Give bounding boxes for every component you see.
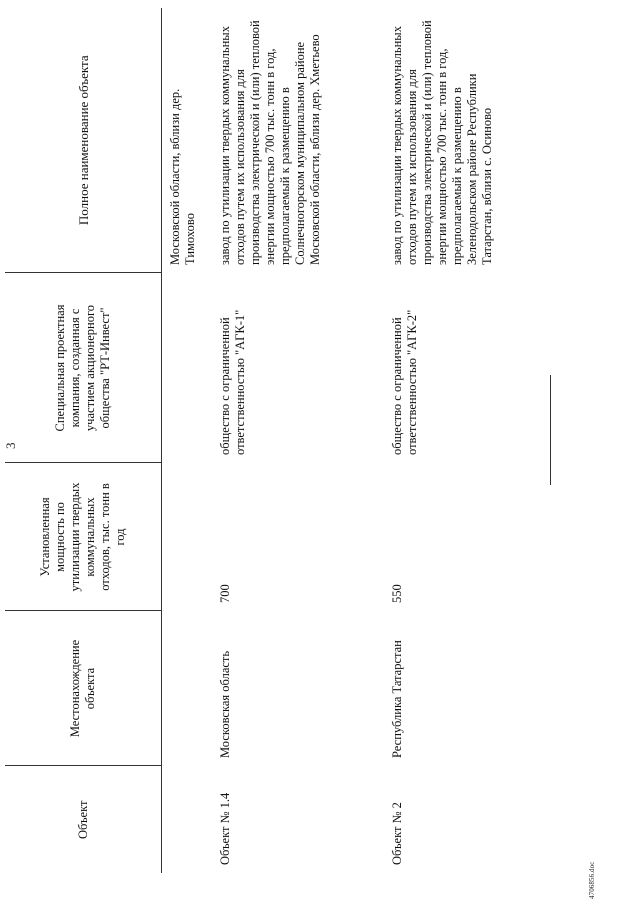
header-company: Специальная проектная компания, созданная с участием акционерного общества "РТ-Инвест" xyxy=(5,273,162,463)
cell-full-name-continuation xyxy=(162,8,213,273)
objects-table xyxy=(5,8,544,873)
cell-location: Республика Татарстан xyxy=(390,640,404,758)
header-full-name: Полное наименование объекта xyxy=(5,8,162,273)
end-divider-line xyxy=(550,375,551,485)
table-header-row xyxy=(5,8,162,873)
table-row xyxy=(384,8,544,873)
cell-full-name: завод по утилизации твердых коммунальных отходов путем их использования для производства электрической и (или) тепловой энергии мощностью 700 тыс. тонн в год, предполагаемый к размещению в Солнечногорском муниципальном районе Московской области, вблизи дер. Хметьево xyxy=(218,20,322,265)
page-number: 3 xyxy=(3,442,18,449)
cell-company: общество с ограниченной ответственностью "АГК-1" xyxy=(218,309,247,455)
header-location: Местонахождение объекта xyxy=(5,611,162,766)
table-row-continuation xyxy=(162,8,213,873)
cell-empty xyxy=(162,463,213,611)
header-object: Объект xyxy=(5,766,162,873)
cell-capacity: 550 xyxy=(390,584,404,603)
cell-capacity: 700 xyxy=(218,584,232,603)
cell-empty xyxy=(162,766,213,873)
cell-company: общество с ограниченной ответственностью "АГК-2" xyxy=(390,309,419,455)
full-name-continuation-text: Московской области, вблизи дер. Тимохово xyxy=(168,88,197,265)
document-id: 4706856.doc xyxy=(588,861,596,899)
cell-full-name: завод по утилизации твердых коммунальных отходов путем их использования для производства электрической и (или) тепловой энергии мощностью 700 тыс. тонн в год, предполагаемый к размещению в Зеленодольском районе Республики Татарстан, вблизи с. Осиново xyxy=(390,20,494,265)
cell-object: Объект № 2 xyxy=(390,802,404,865)
cell-empty xyxy=(162,273,213,463)
cell-empty xyxy=(162,611,213,766)
table-row xyxy=(212,8,384,873)
header-capacity: Установленная мощность по утилизации твердых коммунальных отходов, тыс. тонн в год xyxy=(5,463,162,611)
cell-object: Объект № 1.4 xyxy=(218,792,232,865)
cell-location: Московская область xyxy=(218,650,232,758)
